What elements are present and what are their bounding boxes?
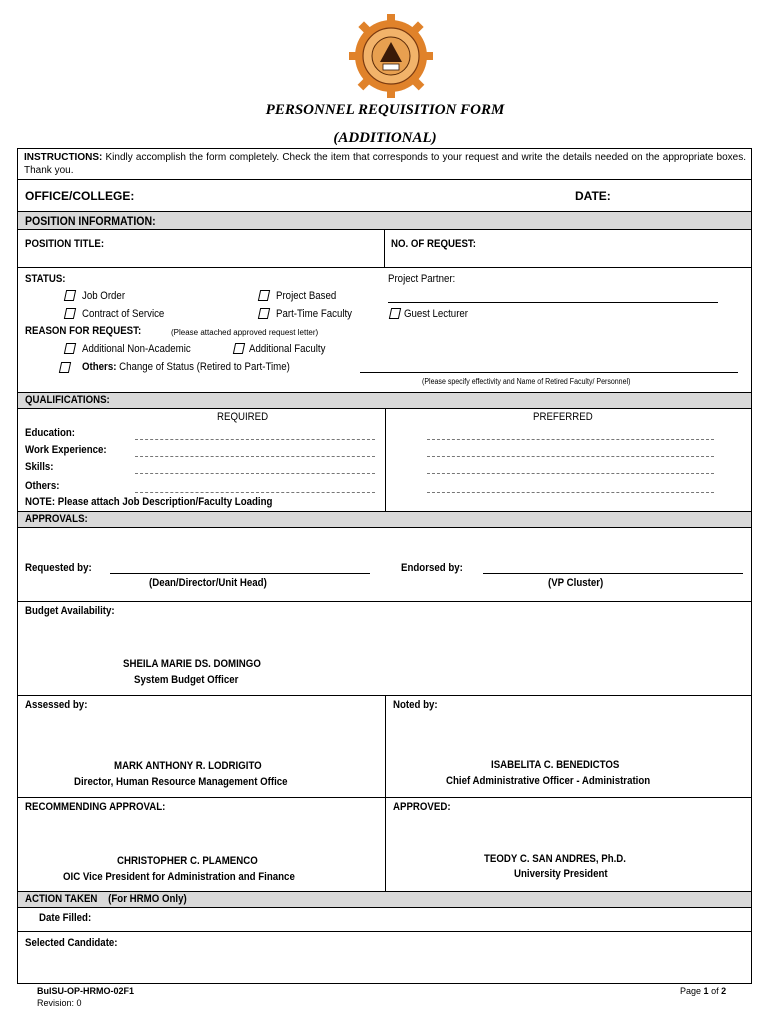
section-qualifications — [18, 392, 751, 409]
specify-line[interactable] — [360, 372, 738, 373]
page-of: of — [711, 986, 719, 996]
budget-availability-label: Budget Availability: — [25, 605, 115, 617]
reason-for-request — [25, 325, 319, 337]
form-code: BulSU-OP-HRMO-02F1 — [37, 986, 135, 996]
approvals-label: APPROVALS: — [25, 513, 88, 525]
skills-label: Skills: — [25, 461, 54, 473]
date-filled-label: Date Filled: — [39, 912, 92, 924]
page-prefix: Page — [680, 986, 702, 996]
others-text: Change of Status (Retired to Part-Time) — [119, 361, 290, 373]
project-based-checkbox[interactable] — [258, 290, 270, 301]
required-header: REQUIRED — [217, 411, 269, 423]
noted-by-label: Noted by: — [393, 699, 438, 711]
guest-lecturer-label: Guest Lecturer — [404, 308, 469, 320]
instructions-label: INSTRUCTIONS: — [24, 152, 103, 163]
project-partner-line[interactable] — [388, 302, 718, 303]
noted-by-name: ISABELITA C. BENEDICTOS — [491, 759, 620, 771]
section-action-taken — [18, 891, 751, 908]
requested-by-line[interactable] — [110, 573, 370, 574]
instructions — [24, 151, 746, 177]
part-time-faculty-label: Part-Time Faculty — [276, 308, 353, 320]
form-title: PERSONNEL REQUISITION FORM — [265, 102, 505, 118]
additional-faculty-checkbox[interactable] — [233, 343, 245, 354]
selected-candidate-label: Selected Candidate: — [25, 937, 118, 949]
university-seal-logo — [346, 12, 436, 100]
section-position-information — [18, 211, 751, 230]
others-checkbox[interactable] — [59, 362, 71, 373]
budget-officer-name: SHEILA MARIE DS. DOMINGO — [123, 658, 261, 670]
required-experience-line[interactable] — [135, 456, 375, 457]
reason-for-request-label: REASON FOR REQUEST: — [25, 325, 142, 337]
page-number: 1 — [703, 986, 709, 996]
approved-name: TEODY C. SAN ANDRES, Ph.D. — [484, 853, 626, 865]
project-based-label: Project Based — [276, 290, 337, 302]
qualifications-label: QUALIFICATIONS: — [25, 394, 110, 406]
additional-non-academic-checkbox[interactable] — [64, 343, 76, 354]
work-experience-label: Work Experience: — [25, 444, 107, 456]
endorsed-by-label: Endorsed by: — [401, 562, 463, 574]
required-skills-line[interactable] — [135, 473, 375, 474]
position-title-label: POSITION TITLE: — [25, 238, 105, 250]
recommending-role: OIC Vice President for Administration and Finance — [63, 871, 295, 883]
form-subtitle: (ADDITIONAL) — [333, 130, 437, 146]
action-taken-label: ACTION TAKEN (For HRMO Only) — [25, 893, 187, 905]
additional-non-academic-label: Additional Non-Academic — [82, 343, 191, 355]
additional-faculty-label: Additional Faculty — [249, 343, 326, 355]
education-label: Education: — [25, 427, 76, 439]
office-college-label: OFFICE/COLLEGE: — [25, 189, 135, 203]
required-others-line[interactable] — [135, 492, 375, 493]
guest-lecturer-checkbox[interactable] — [389, 308, 401, 319]
no-of-request-label: NO. OF REQUEST: — [391, 238, 476, 250]
specify-note: (Please specify effectivity and Name of Retired Faculty/ Personnel) — [422, 377, 631, 386]
others-qualification-label: Others: — [25, 480, 60, 492]
assessed-by-role: Director, Human Resource Management Office — [74, 776, 288, 788]
revision: Revision: 0 — [37, 998, 82, 1008]
date-label: DATE: — [575, 189, 611, 203]
required-education-line[interactable] — [135, 439, 375, 440]
project-partner-label: Project Partner: — [388, 273, 456, 285]
approved-role: University President — [514, 868, 608, 880]
job-order-checkbox[interactable] — [64, 290, 76, 301]
endorsed-by-role: (VP Cluster) — [548, 577, 604, 589]
page-indicator — [680, 986, 726, 996]
status-label: STATUS: — [25, 273, 66, 285]
others-reason — [82, 361, 290, 373]
preferred-header: PREFERRED — [533, 411, 593, 423]
job-order-label: Job Order — [82, 290, 126, 302]
requested-by-label: Requested by: — [25, 562, 92, 574]
contract-of-service-checkbox[interactable] — [64, 308, 76, 319]
approved-label: APPROVED: — [393, 801, 451, 813]
reason-note: (Please attached approved request letter) — [171, 328, 319, 337]
recommending-approval-label: RECOMMENDING APPROVAL: — [25, 801, 166, 813]
section-approvals — [18, 511, 751, 528]
requisition-form — [17, 148, 752, 984]
preferred-education-line[interactable] — [427, 439, 714, 440]
position-information-label: POSITION INFORMATION: — [25, 214, 156, 228]
assessed-by-name: MARK ANTHONY R. LODRIGITO — [114, 760, 262, 772]
assessed-by-label: Assessed by: — [25, 699, 88, 711]
requested-by-role: (Dean/Director/Unit Head) — [149, 577, 267, 589]
instructions-text: Kindly accomplish the form completely. Check the item that corresponds to your request and write the details needed on the appropriate boxes. Thank you. — [24, 152, 746, 176]
preferred-others-line[interactable] — [427, 492, 714, 493]
preferred-skills-line[interactable] — [427, 473, 714, 474]
endorsed-by-line[interactable] — [483, 573, 743, 574]
part-time-faculty-checkbox[interactable] — [258, 308, 270, 319]
budget-officer-role: System Budget Officer — [134, 674, 239, 686]
noted-by-role: Chief Administrative Officer - Administration — [446, 775, 651, 787]
page-total: 2 — [721, 986, 727, 996]
contract-of-service-label: Contract of Service — [82, 308, 165, 320]
qualifications-note: NOTE: Please attach Job Description/Faculty Loading — [25, 496, 273, 508]
recommending-name: CHRISTOPHER C. PLAMENCO — [117, 855, 258, 867]
preferred-experience-line[interactable] — [427, 456, 714, 457]
others-label: Others: — [82, 361, 117, 373]
